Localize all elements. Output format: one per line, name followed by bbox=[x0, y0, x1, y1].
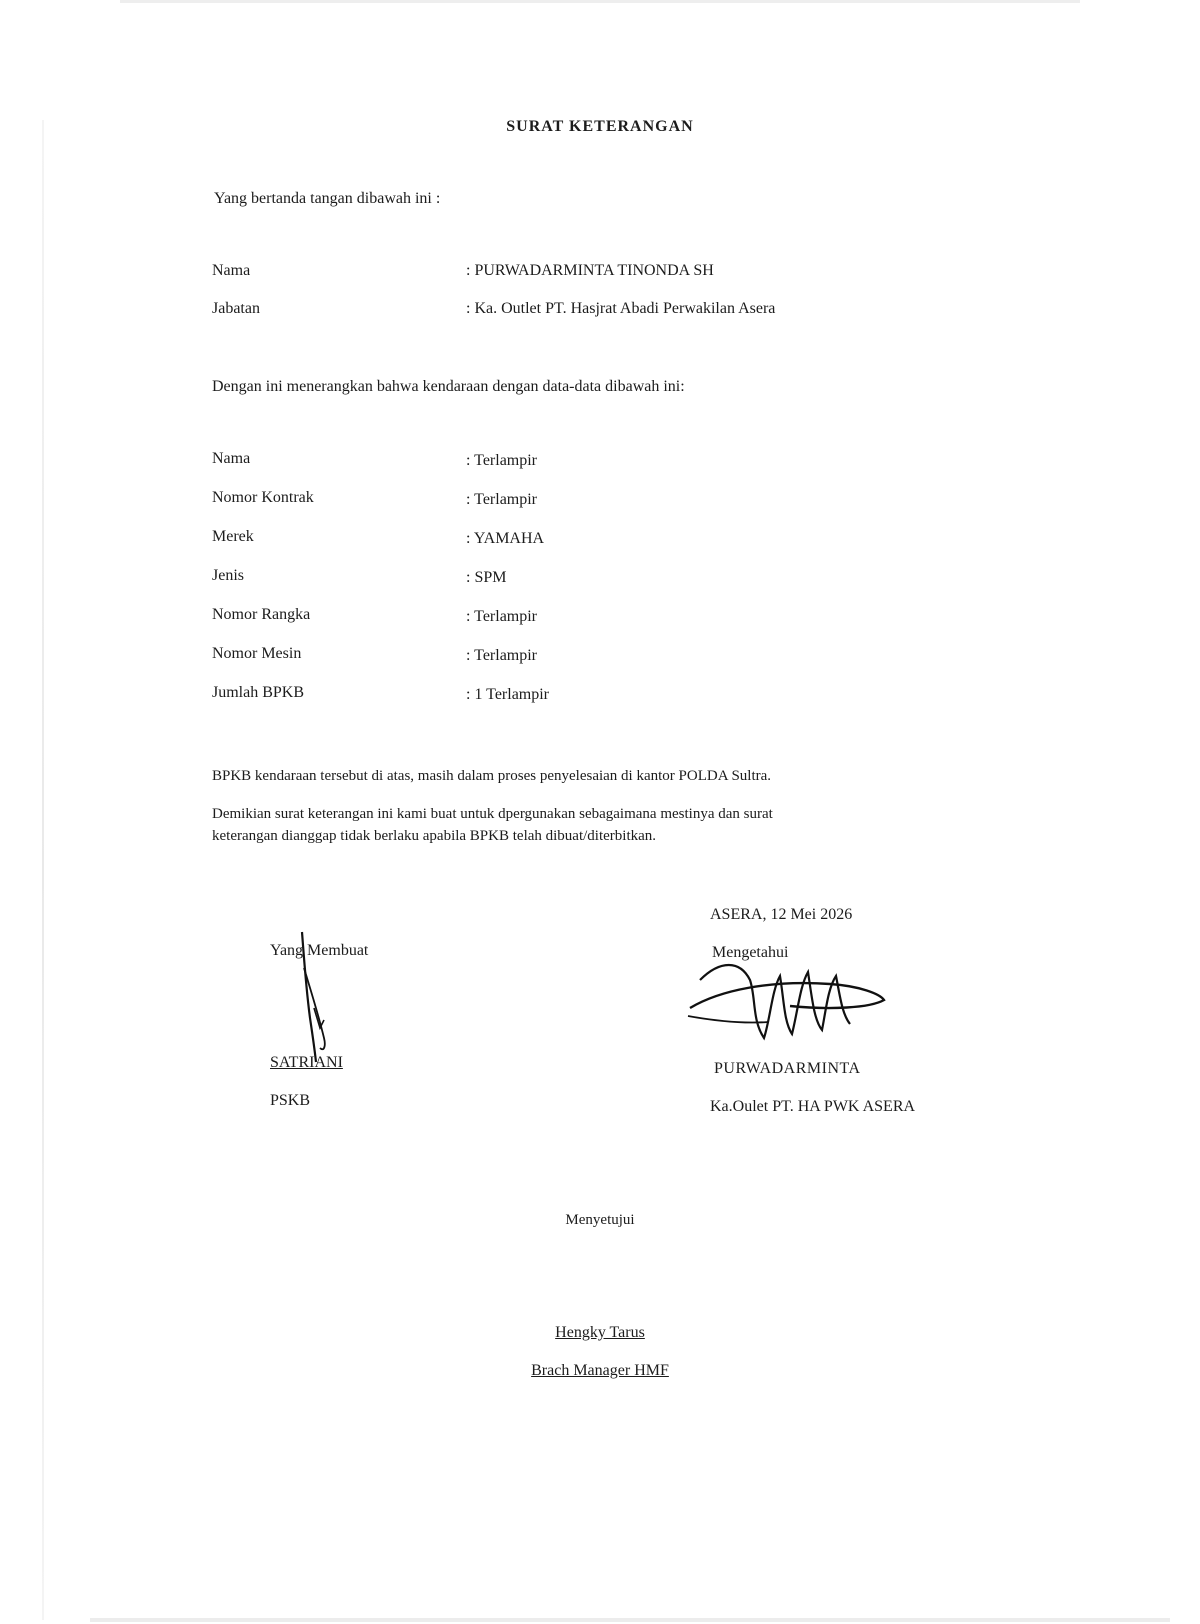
right-sign-position: Ka.Oulet PT. HA PWK ASERA bbox=[710, 1098, 916, 1115]
approval-name: Hengky Tarus bbox=[555, 1324, 645, 1341]
vehicle-row-label: Merek bbox=[212, 528, 254, 545]
vehicle-row-value: : Terlampir bbox=[466, 491, 538, 508]
left-sign-name: SATRIANI bbox=[270, 1054, 343, 1071]
vehicle-row-value: : Terlampir bbox=[466, 647, 538, 664]
vehicle-row-value: : 1 Terlampir bbox=[466, 686, 550, 703]
vehicle-row-value: : Terlampir bbox=[466, 608, 538, 625]
vehicle-row-label: Nomor Rangka bbox=[212, 606, 311, 623]
vehicle-row-label: Jenis bbox=[212, 567, 244, 584]
vehicle-row-value: : YAMAHA bbox=[466, 530, 545, 547]
scan-edge-bottom bbox=[90, 1618, 1170, 1622]
approval-caption: Menyetujui bbox=[565, 1212, 635, 1228]
intro-text: Yang bertanda tangan dibawah ini : bbox=[214, 190, 441, 207]
signer-position-value: : Ka. Outlet PT. Hasjrat Abadi Perwakilan Asera bbox=[466, 300, 776, 317]
vehicle-row-label: Nomor Mesin bbox=[212, 645, 302, 662]
approval-position: Brach Manager HMF bbox=[531, 1362, 669, 1379]
left-sign-caption: Yang Membuat bbox=[270, 942, 369, 959]
left-sign-position: PSKB bbox=[270, 1092, 311, 1109]
place-date: ASERA, 12 Mei 2026 bbox=[710, 906, 853, 923]
right-sign-name: PURWADARMINTA bbox=[714, 1060, 861, 1077]
signer-position-label: Jabatan bbox=[212, 300, 260, 317]
vehicle-row-label: Nama bbox=[212, 450, 251, 467]
scan-edge-left bbox=[42, 120, 44, 1620]
statement-text: Dengan ini menerangkan bahwa kendaraan dengan data-data dibawah ini: bbox=[212, 378, 685, 395]
letter-title: SURAT KETERANGAN bbox=[506, 118, 694, 135]
paragraph-bpkb-status: BPKB kendaraan tersebut di atas, masih dalam proses penyelesaian di kantor POLDA Sultra. bbox=[212, 768, 772, 784]
paragraph-closing-line2: keterangan dianggap tidak berlaku apabila BPKB telah dibuat/diterbitkan. bbox=[212, 828, 657, 844]
left-signature-icon bbox=[280, 928, 360, 1068]
paragraph-closing-line1: Demikian surat keterangan ini kami buat untuk dpergunakan sebagaimana mestinya dan surat bbox=[212, 806, 773, 822]
signer-name-label: Nama bbox=[212, 262, 251, 279]
scan-edge-top bbox=[120, 0, 1080, 3]
right-signature-icon bbox=[680, 950, 900, 1050]
right-sign-caption: Mengetahui bbox=[712, 944, 789, 961]
vehicle-row-value: : Terlampir bbox=[466, 452, 538, 469]
vehicle-row-value: : SPM bbox=[466, 569, 507, 586]
vehicle-row-label: Nomor Kontrak bbox=[212, 489, 314, 506]
signer-name-value: : PURWADARMINTA TINONDA SH bbox=[466, 262, 714, 279]
vehicle-row-label: Jumlah BPKB bbox=[212, 684, 305, 701]
